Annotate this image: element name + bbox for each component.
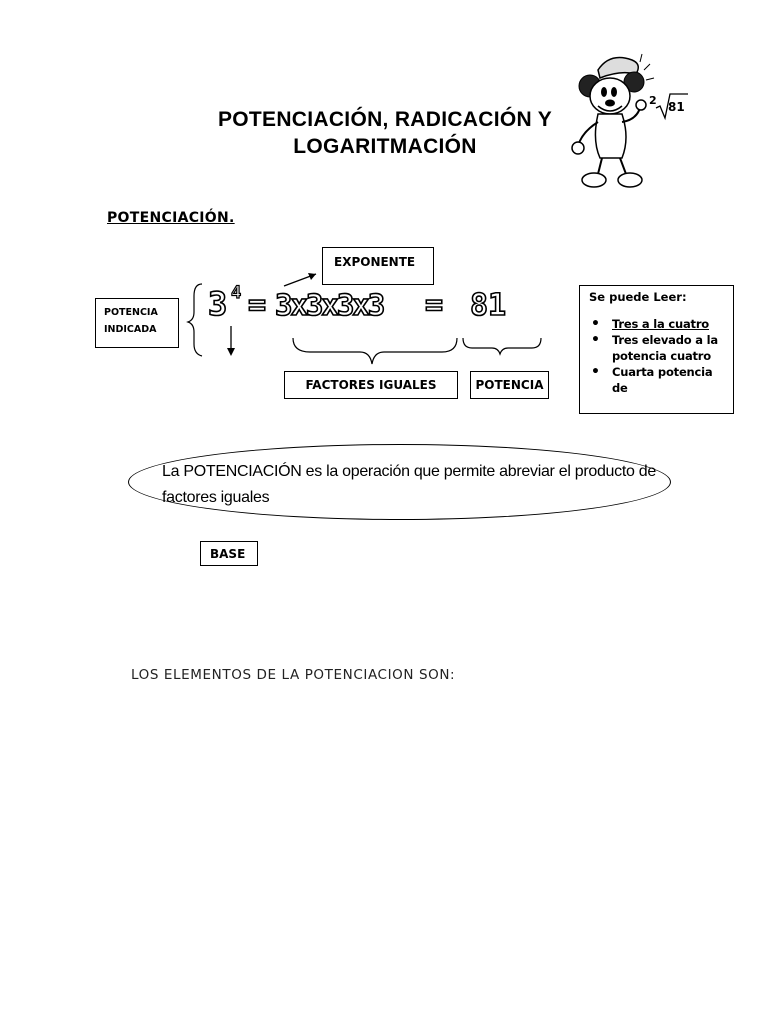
definition-text: La POTENCIACIÓN es la operación que permite abreviar el producto de factores iguales xyxy=(162,463,656,506)
potencia-box xyxy=(470,371,549,399)
list-item xyxy=(589,332,729,364)
list-item xyxy=(589,316,729,332)
reading-list xyxy=(589,316,729,396)
base-label: BASE xyxy=(210,547,246,561)
title-line-2: LOGARITMACIÓN xyxy=(293,135,477,158)
base-box xyxy=(200,541,258,566)
cartoon-mouse-illustration xyxy=(570,50,690,195)
factores-iguales-box xyxy=(284,371,458,399)
reading-item-2: Tres elevado a la potencia cuatro xyxy=(612,333,718,363)
se-puede-leer-box xyxy=(579,285,734,414)
potencia-indicada-line-1: POTENCIA xyxy=(104,307,158,318)
list-item xyxy=(589,364,729,396)
section-heading: POTENCIACIÓN. xyxy=(107,210,235,226)
se-puede-leer-heading: Se puede Leer: xyxy=(589,290,687,304)
reading-item-3: Cuarta potencia de xyxy=(612,365,713,395)
equals-sign-2: = xyxy=(425,288,444,323)
potencia-indicada-box xyxy=(95,298,179,348)
result-value: 81 xyxy=(470,288,507,323)
factores-underbrace xyxy=(293,338,457,364)
page-title xyxy=(170,106,600,160)
power-equation xyxy=(200,280,530,328)
radical-index: 2 xyxy=(649,94,657,107)
radical-radicand: 81 xyxy=(668,100,685,114)
reading-item-1: Tres a la cuatro xyxy=(612,317,710,331)
factor-product: 3x3x3x3 xyxy=(275,288,384,322)
potencia-label: POTENCIA xyxy=(475,378,544,392)
potencia-indicada-line-2: INDICADA xyxy=(104,324,157,335)
exponente-label: EXPONENTE xyxy=(334,255,416,269)
elementos-heading: LOS ELEMENTOS DE LA POTENCIACION SON: xyxy=(131,667,456,683)
equals-sign-1: = xyxy=(248,288,267,323)
base-digit: 3 xyxy=(208,285,228,323)
exponent-digit: 4 xyxy=(231,283,242,303)
title-line-1: POTENCIACIÓN, RADICACIÓN Y xyxy=(217,108,553,131)
potencia-underbrace xyxy=(463,338,541,354)
factores-iguales-label: FACTORES IGUALES xyxy=(305,378,437,392)
